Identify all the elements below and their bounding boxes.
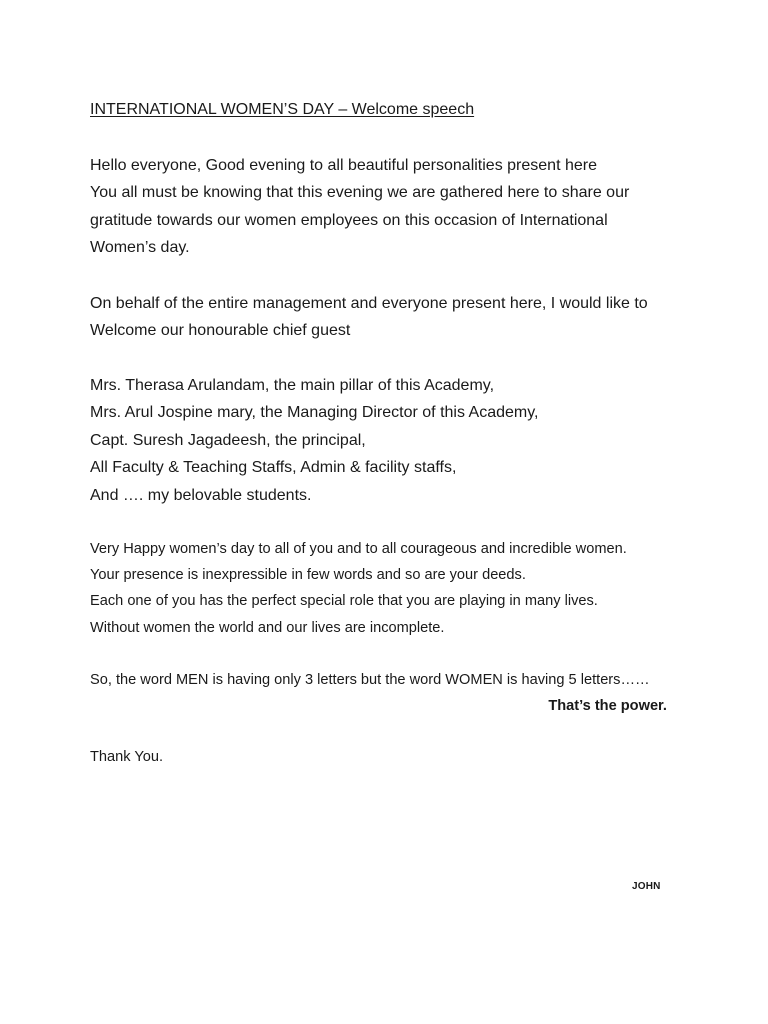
guest-list: [90, 372, 538, 509]
thank-you-line: Thank You.: [90, 749, 164, 765]
guest-line: Mrs. Therasa Arulandam, the main pillar of this Academy,: [90, 377, 495, 394]
paragraph-line: Women’s day.: [90, 239, 190, 257]
paragraph-line: Hello everyone, Good evening to all beautiful personalities present here: [90, 157, 597, 174]
guest-line: And …. my belovable students.: [90, 486, 312, 504]
speech-title: INTERNATIONAL WOMEN’S DAY – Welcome speech: [90, 101, 475, 118]
paragraph-line: Each one of you has the perfect special role that you are playing in many lives.: [90, 593, 598, 610]
guest-line: Capt. Suresh Jagadeesh, the principal,: [90, 431, 366, 449]
guest-line: Mrs. Arul Jospine mary, the Managing Director of this Academy,: [90, 404, 539, 422]
guest-line: All Faculty & Teaching Staffs, Admin & facility staffs,: [90, 459, 457, 477]
paragraph-line: On behalf of the entire management and everyone present here, I would like to: [90, 295, 648, 312]
paragraph-line: gratitude towards our women employees on this occasion of International: [90, 211, 608, 229]
paragraph-line: Very Happy women’s day to all of you and to all courageous and incredible women.: [90, 541, 627, 557]
behalf-paragraph: [90, 290, 648, 345]
power-line: That’s the power.: [548, 698, 667, 715]
paragraph-line: Without women the world and our lives are incomplete.: [90, 619, 445, 636]
signature: JOHN: [632, 881, 661, 892]
paragraph-line: Welcome our honourable chief guest: [90, 322, 351, 340]
intro-paragraph: [90, 152, 629, 262]
paragraph-line: You all must be knowing that this evening we are gathered here to share our: [90, 184, 630, 202]
wishes-paragraph: [90, 536, 627, 641]
thank-you-text: [90, 744, 163, 770]
men-women-line: So, the word MEN is having only 3 letters but the word WOMEN is having 5 letters……: [90, 672, 650, 688]
power-paragraph: [90, 667, 667, 719]
paragraph-line: Your presence is inexpressible in few words and so are your deeds.: [90, 567, 526, 584]
